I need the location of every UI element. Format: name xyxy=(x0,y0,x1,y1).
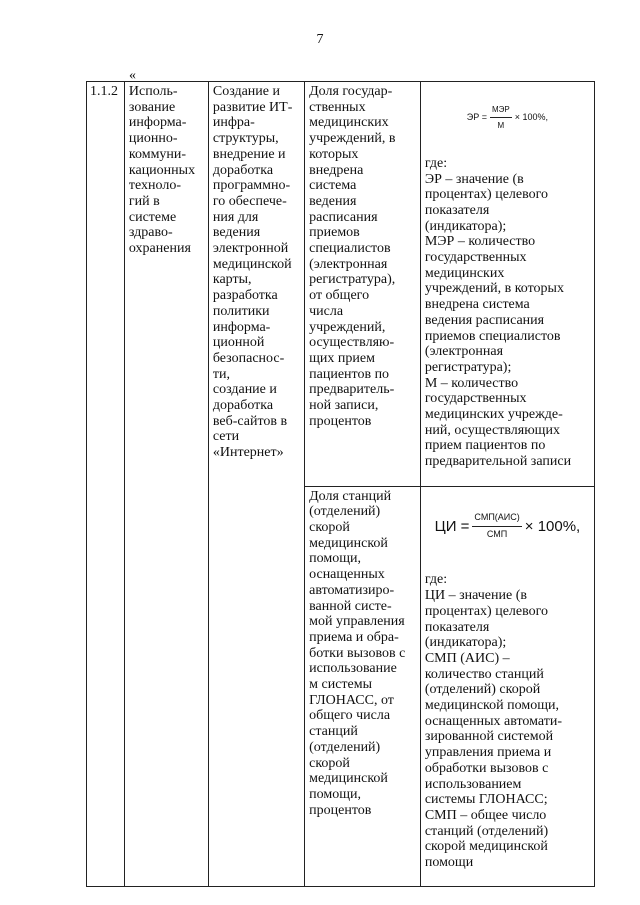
formula-2-rhs: × 100%, xyxy=(524,517,581,535)
formula-2-fraction xyxy=(472,510,521,542)
formula-2-denominator: СМП xyxy=(486,528,508,539)
opening-quote-mark: « xyxy=(129,68,136,83)
formula-2 xyxy=(425,510,590,542)
indicator-name-cell-1: Доля государ- ственных медицинских учреждений, в которых внедрена система ведения расписания приемов специалистов (электронная регистратура), от общего числа учреждений, осуществляю- щих прием пациентов по предваритель- ной записи, процентов xyxy=(305,82,421,487)
formula-1-rhs: × 100%, xyxy=(514,112,549,123)
page-number: 7 xyxy=(316,32,324,47)
formula-1-numerator: МЭР xyxy=(490,102,512,119)
formula-2-description: где: ЦИ – значение (в процентах) целевого показателя (индикатора); СМП (АИС) – количество станций (отделений) скорой медицинской помощи, оснащенных автомати- зированной системой управления приема и обработки вызовов с использованием системы ГЛОНАСС; СМП – общее число станций (отделений) скорой медицинской помощи xyxy=(424,572,563,871)
formula-cell-2 xyxy=(420,486,594,887)
formula-1 xyxy=(425,102,590,134)
program-table xyxy=(86,81,595,887)
indicator-name-cell-2: Доля станций (отделений) скорой медицинской помощи, оснащенных автоматизиро- ванной систе- мой управления приема и обра- ботки вызовов с использование м системы ГЛОНАСС, от общего числа станций (отделений) скорой медицинской помощи, процентов xyxy=(305,486,421,887)
formula-1-description: где: ЭР – значение (в процентах) целевого показателя (индикатора); МЭР – количество государственных медицинских учреждений, в которых внедрена система ведения расписания приемов специалистов (электронная регистратура); М – количество государственных медицинских учрежде- ний, осуществляющих прием пациентов по предварительной записи xyxy=(424,155,572,470)
formula-1-denominator: М xyxy=(497,121,505,131)
row-number-cell: 1.1.2 xyxy=(87,82,125,887)
task-cell: Создание и развитие ИТ- инфра- структуры, внедрение и доработка программно- го обеспече- ния для ведения электронной медицинской карты, разработка политики информа- ционной безопаснос- ти, создание и доработка веб-сайтов в сети «Интернет» xyxy=(208,82,304,887)
formula-cell-1 xyxy=(420,82,594,487)
formula-1-fraction xyxy=(490,102,512,134)
table-row xyxy=(87,82,595,487)
formula-1-lhs: ЭР = xyxy=(466,112,488,123)
formula-2-numerator: СМП(АИС) xyxy=(472,510,521,527)
goal-cell: Исполь- зование информа- ционно- коммуни- кационных техноло- гий в системе здраво- охранения xyxy=(124,82,208,887)
formula-2-lhs: ЦИ = xyxy=(434,517,470,535)
